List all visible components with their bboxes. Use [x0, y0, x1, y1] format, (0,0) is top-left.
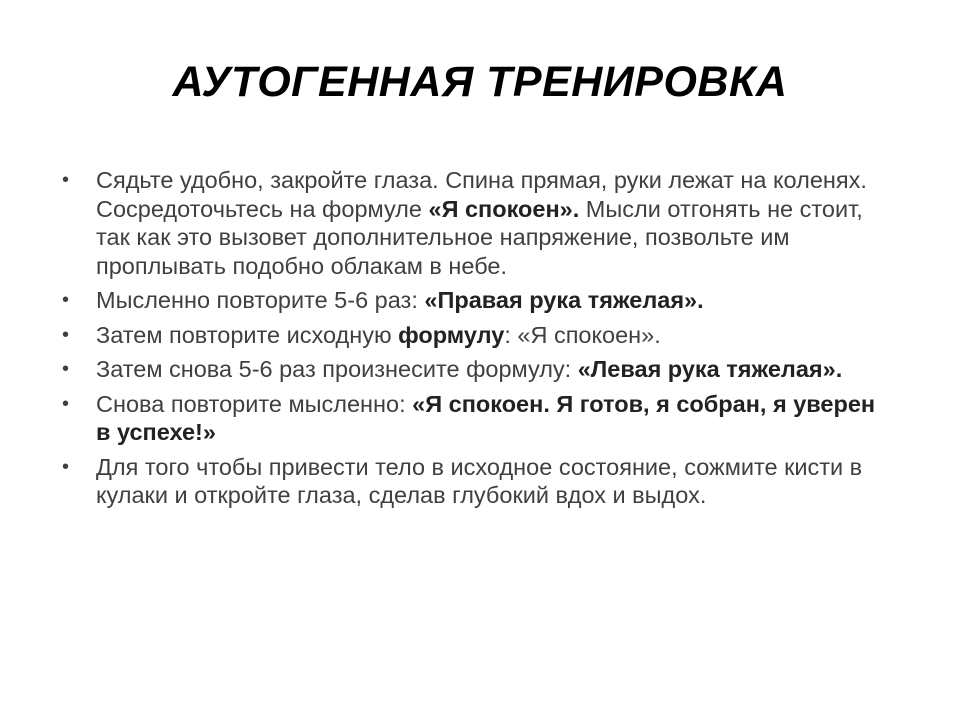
bullet-segment: Затем снова 5-6 раз произнесите формулу:	[96, 356, 578, 382]
bullet-segment: Для того чтобы привести тело в исходное состояние, сожмите кисти в кулаки и откройте глаза, сделав глубокий вдох и выдох.	[96, 453, 863, 508]
slide-title: АУТОГЕННАЯ ТРЕНИРОВКА	[172, 58, 788, 106]
bullet-segment: Снова повторите мысленно:	[96, 390, 413, 417]
bullet-text	[96, 287, 704, 313]
bullet-item	[62, 355, 882, 384]
bullet-dot-icon: •	[62, 358, 70, 380]
bullet-text	[96, 391, 875, 446]
bullet-segment-bold: «Правая рука тяжелая».	[424, 287, 704, 313]
bullet-item	[62, 453, 882, 510]
bullet-dot-icon: •	[62, 392, 70, 415]
bullet-text	[96, 167, 867, 279]
bullet-segment: : «Я спокоен».	[504, 321, 661, 348]
bullet-list	[62, 166, 882, 516]
bullet-segment: Затем повторите исходную	[96, 321, 399, 348]
bullet-dot-icon: •	[62, 289, 70, 311]
bullet-item	[62, 166, 882, 280]
bullet-text	[96, 322, 661, 348]
bullet-dot-icon: •	[62, 169, 70, 191]
bullet-item	[62, 286, 882, 315]
bullet-item	[62, 390, 882, 447]
bullet-segment-bold: «Я спокоен».	[428, 195, 580, 222]
bullet-segment-bold: формулу	[398, 321, 505, 348]
bullet-segment: Мысли отгонять не стоит, так как это вызовет дополнительное напряжение, позвольте им проплывать подобно облакам в небе.	[96, 195, 863, 279]
bullet-dot-icon: •	[62, 323, 70, 346]
bullet-dot-icon: •	[62, 455, 70, 478]
bullet-text	[96, 454, 862, 509]
bullet-segment-bold: «Левая рука тяжелая».	[577, 356, 843, 382]
bullet-item	[62, 321, 882, 350]
bullet-segment: Мысленно повторите 5-6 раз:	[96, 287, 425, 313]
bullet-segment: Сядьте удобно, закройте глаза. Спина прямая, руки лежат на коленях. Сосредоточьтесь на формуле	[96, 167, 867, 222]
bullet-text	[96, 356, 842, 382]
bullet-segment-bold: «Я спокоен. Я готов, я собран, я уверен в успехе!»	[96, 390, 876, 445]
